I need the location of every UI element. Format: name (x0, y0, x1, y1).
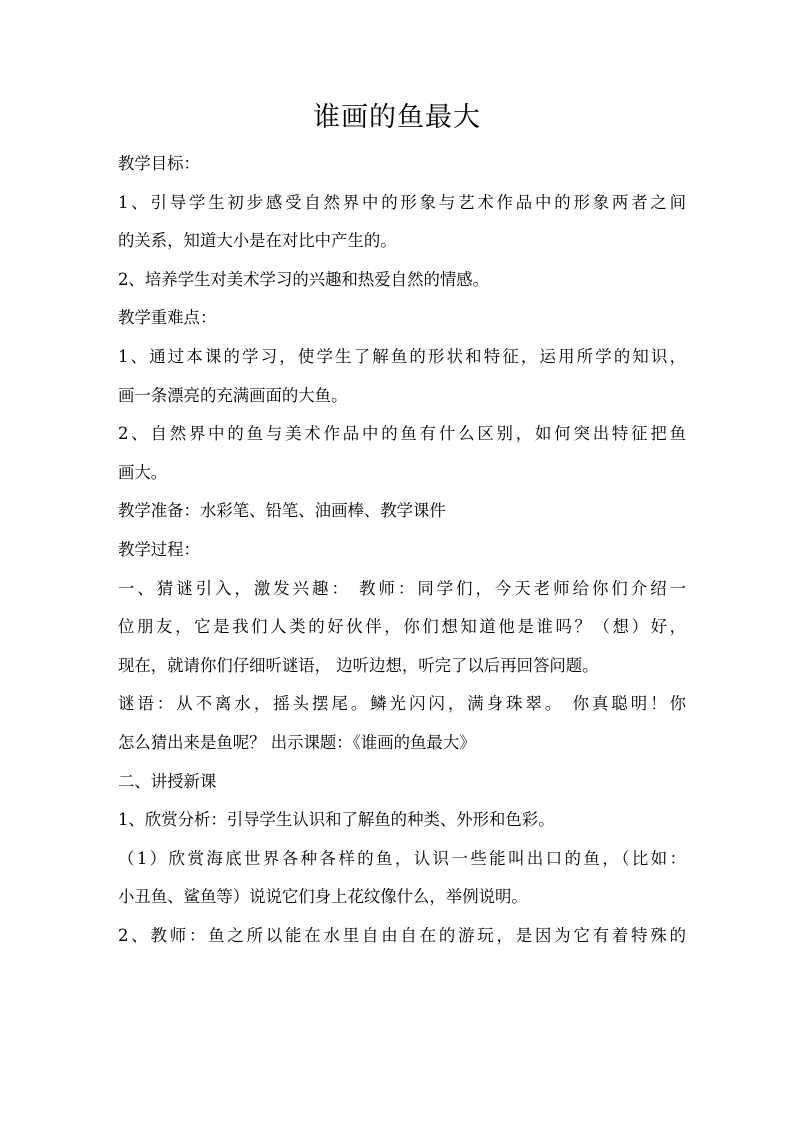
text-line: 教学过程： (118, 539, 200, 559)
text-line: 教学重难点： (118, 308, 217, 328)
text-line: 1、引导学生初步感受自然界中的形象与艺术作品中的形象两者之间 (118, 192, 686, 212)
text-line: 画大。 (118, 462, 168, 482)
text-line: 二、讲授新课 (118, 771, 217, 791)
text-line: 怎么猜出来是鱼呢？ 出示课题：《谁画的鱼最大》 (118, 732, 476, 752)
text-line: 1、通过本课的学习，使学生了解鱼的形状和特征，运用所学的知识， (118, 346, 686, 366)
document-title: 谁画的鱼最大 (313, 102, 481, 133)
text-line: 2、自然界中的鱼与美术作品中的鱼有什么区别，如何突出特征把鱼 (118, 424, 686, 444)
text-line: 谜语：从不离水，摇头摆尾。鳞光闪闪，满身珠翠。 你真聪明！你 (118, 694, 686, 714)
text-line: 的关系，知道大小是在对比中产生的。 (118, 231, 397, 251)
text-line: 教学目标： (118, 154, 200, 173)
text-line: 1、欣赏分析：引导学生认识和了解鱼的种类、外形和色彩。 (118, 810, 555, 830)
document-body (118, 145, 686, 955)
text-line: 现在，就请你们仔细听谜语， 边听边想，听完了以后再回答问题。 (118, 655, 599, 675)
text-line: 教学准备：水彩笔、铅笔、油画棒、教学课件 (118, 501, 446, 521)
text-line: 一、猜谜引入，激发兴趣： 教师：同学们，今天老师给你们介绍一 (118, 578, 686, 598)
text-line: 位朋友，它是我们人类的好伙伴，你们想知道他是谁吗？（想）好， (118, 617, 686, 637)
text-line: （1）欣赏海底世界各种各样的鱼，认识一些能叫出口的鱼，（比如： (118, 848, 686, 868)
text-line: 小丑鱼、鲨鱼等）说说它们身上花纹像什么，举例说明。 (118, 887, 528, 907)
text-line: 画一条漂亮的充满画面的大鱼。 (118, 385, 348, 405)
text-line: 2、教师：鱼之所以能在水里自由自在的游玩，是因为它有着特殊的 (118, 925, 686, 945)
text-line: 2、培养学生对美术学习的兴趣和热爱自然的情感。 (118, 269, 490, 289)
